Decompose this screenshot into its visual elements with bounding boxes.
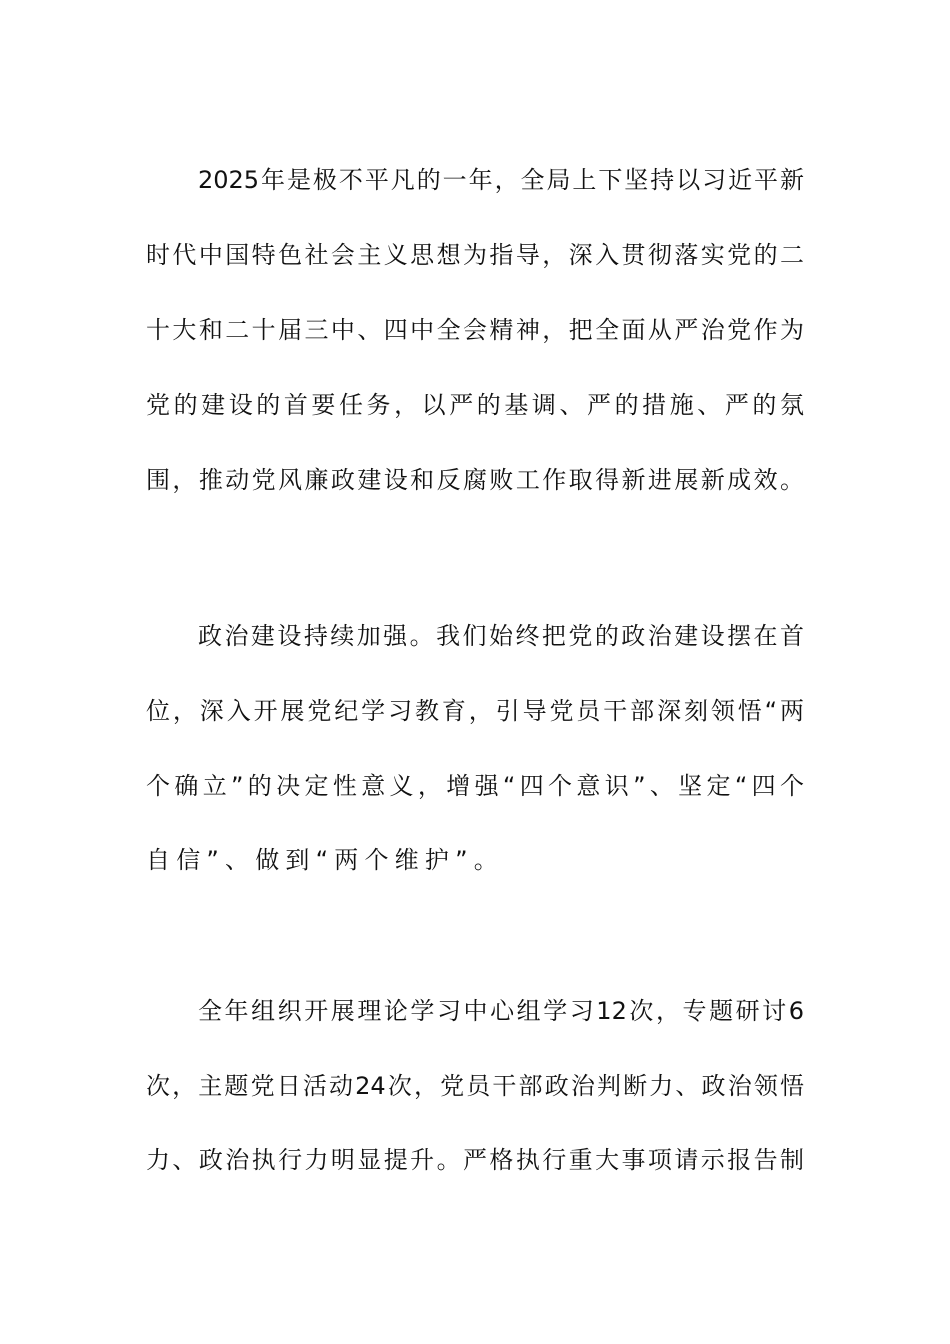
text-line: 力、政治执行力明显提升。严格执行重大事项请示报告制 — [146, 1146, 804, 1174]
text-line: 围，推动党风廉政建设和反腐败工作取得新进展新成效。 — [146, 466, 804, 494]
text-line: 次，主题党日活动24次，党员干部政治判断力、政治领悟 — [146, 1072, 804, 1100]
text-line: 政治建设持续加强。我们始终把党的政治建设摆在首 — [198, 622, 804, 650]
text-line: 十大和二十届三中、四中全会精神，把全面从严治党作为 — [146, 316, 804, 344]
text-line: 全年组织开展理论学习中心组学习12次，专题研讨6 — [198, 997, 804, 1025]
text-line: 个确立”的决定性意义，增强“四个意识”、坚定“四个 — [146, 772, 804, 800]
text-line: 自信”、做到“两个维护”。 — [146, 846, 504, 874]
text-line: 2025年是极不平凡的一年，全局上下坚持以习近平新 — [198, 166, 804, 194]
text-line: 时代中国特色社会主义思想为指导，深入贯彻落实党的二 — [146, 241, 804, 269]
text-line: 位，深入开展党纪学习教育，引导党员干部深刻领悟“两 — [146, 697, 804, 725]
text-line: 党的建设的首要任务，以严的基调、严的措施、严的氛 — [146, 391, 804, 419]
